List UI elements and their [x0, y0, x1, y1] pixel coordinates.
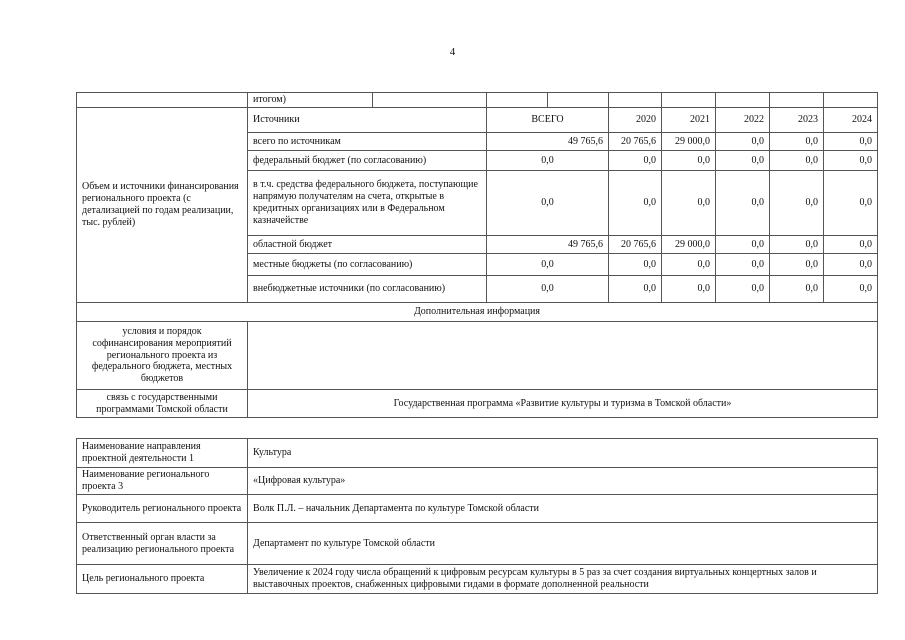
source-label: местные бюджеты (по согласованию) — [248, 254, 487, 276]
page-number: 4 — [449, 46, 456, 58]
value-cell: 0,0 — [716, 276, 770, 303]
funding-table — [76, 92, 878, 418]
responsible-body-label: Ответственный орган власти за реализацию регионального проекта — [77, 523, 248, 565]
value-cell: 0,0 — [609, 151, 662, 171]
table-row — [77, 439, 878, 468]
project-name-label: Наименование регионального проекта 3 — [77, 468, 248, 495]
source-total: 49 765,6 — [487, 133, 609, 151]
header-total: ВСЕГО — [487, 108, 609, 133]
direction-value: Культура — [248, 439, 878, 468]
project-goal-value: Увеличение к 2024 году числа обращений к цифровым ресурсам культуры в 5 раз за счет создания виртуальных концертных залов и выставочных проектов, снабженных цифровыми гидами в формате дополненной реальности — [248, 565, 878, 594]
value-cell: 0,0 — [716, 171, 770, 236]
value-cell: 0,0 — [662, 276, 716, 303]
project-head-label: Руководитель регионального проекта — [77, 495, 248, 523]
source-label: внебюджетные источники (по согласованию) — [248, 276, 487, 303]
header-year: 2020 — [609, 108, 662, 133]
source-label: всего по источникам — [248, 133, 487, 151]
source-label: областной бюджет — [248, 236, 487, 254]
value-cell: 0,0 — [824, 276, 878, 303]
source-total: 0,0 — [487, 171, 609, 236]
header-year: 2021 — [662, 108, 716, 133]
source-label: федеральный бюджет (по согласованию) — [248, 151, 487, 171]
table-row — [77, 108, 878, 133]
value-cell: 0,0 — [770, 236, 824, 254]
source-total: 0,0 — [487, 151, 609, 171]
cofinancing-label: условия и порядок софинансирования мероприятий регионального проекта из федерального бюджета, местных бюджетов — [77, 322, 248, 390]
value-cell: 0,0 — [824, 236, 878, 254]
table-row — [77, 495, 878, 523]
direction-label: Наименование направления проектной деятельности 1 — [77, 439, 248, 468]
value-cell: 0,0 — [609, 276, 662, 303]
value-cell: 0,0 — [716, 236, 770, 254]
value-cell: 29 000,0 — [662, 236, 716, 254]
funding-side-label: Объем и источники финансирования регионального проекта (с детализацией по годам реализации, тыс. рублей) — [77, 108, 248, 303]
project-name-value: «Цифровая культура» — [248, 468, 878, 495]
table-row — [77, 390, 878, 418]
header-year: 2023 — [770, 108, 824, 133]
table-row — [77, 322, 878, 390]
value-cell: 0,0 — [716, 133, 770, 151]
value-cell: 0,0 — [770, 171, 824, 236]
project-head-value: Волк П.Л. – начальник Департамента по культуре Томской области — [248, 495, 878, 523]
value-cell: 0,0 — [770, 276, 824, 303]
cofinancing-value — [248, 322, 878, 390]
source-total: 0,0 — [487, 276, 609, 303]
value-cell: 0,0 — [824, 254, 878, 276]
programs-label: связь с государственными программами Томской области — [77, 390, 248, 418]
table-row — [77, 93, 878, 108]
value-cell: 0,0 — [770, 151, 824, 171]
value-cell: 0,0 — [609, 254, 662, 276]
table-row — [77, 468, 878, 495]
value-cell: 0,0 — [824, 151, 878, 171]
source-total: 0,0 — [487, 254, 609, 276]
responsible-body-value: Департамент по культуре Томской области — [248, 523, 878, 565]
header-year: 2024 — [824, 108, 878, 133]
cell-fragment: итогом) — [248, 93, 373, 108]
value-cell: 20 765,6 — [609, 133, 662, 151]
table-row — [77, 523, 878, 565]
value-cell: 0,0 — [609, 171, 662, 236]
source-total: 49 765,6 — [487, 236, 609, 254]
header-year: 2022 — [716, 108, 770, 133]
value-cell: 0,0 — [716, 151, 770, 171]
value-cell: 0,0 — [824, 133, 878, 151]
value-cell: 0,0 — [662, 254, 716, 276]
project-goal-label: Цель регионального проекта — [77, 565, 248, 594]
value-cell: 29 000,0 — [662, 133, 716, 151]
value-cell: 20 765,6 — [609, 236, 662, 254]
table-row — [77, 303, 878, 322]
value-cell: 0,0 — [662, 151, 716, 171]
value-cell: 0,0 — [716, 254, 770, 276]
value-cell: 0,0 — [662, 171, 716, 236]
value-cell: 0,0 — [770, 133, 824, 151]
source-label: в т.ч. средства федерального бюджета, поступающие напрямую получателям на счета, открытые в кредитных организациях или в Федеральном казначействе — [248, 171, 487, 236]
value-cell: 0,0 — [824, 171, 878, 236]
programs-value: Государственная программа «Развитие культуры и туризма в Томской области» — [248, 390, 878, 418]
additional-info-title: Дополнительная информация — [77, 303, 878, 322]
project-info-table — [76, 438, 878, 594]
table-row — [77, 565, 878, 594]
header-source: Источники — [248, 108, 487, 133]
value-cell: 0,0 — [770, 254, 824, 276]
